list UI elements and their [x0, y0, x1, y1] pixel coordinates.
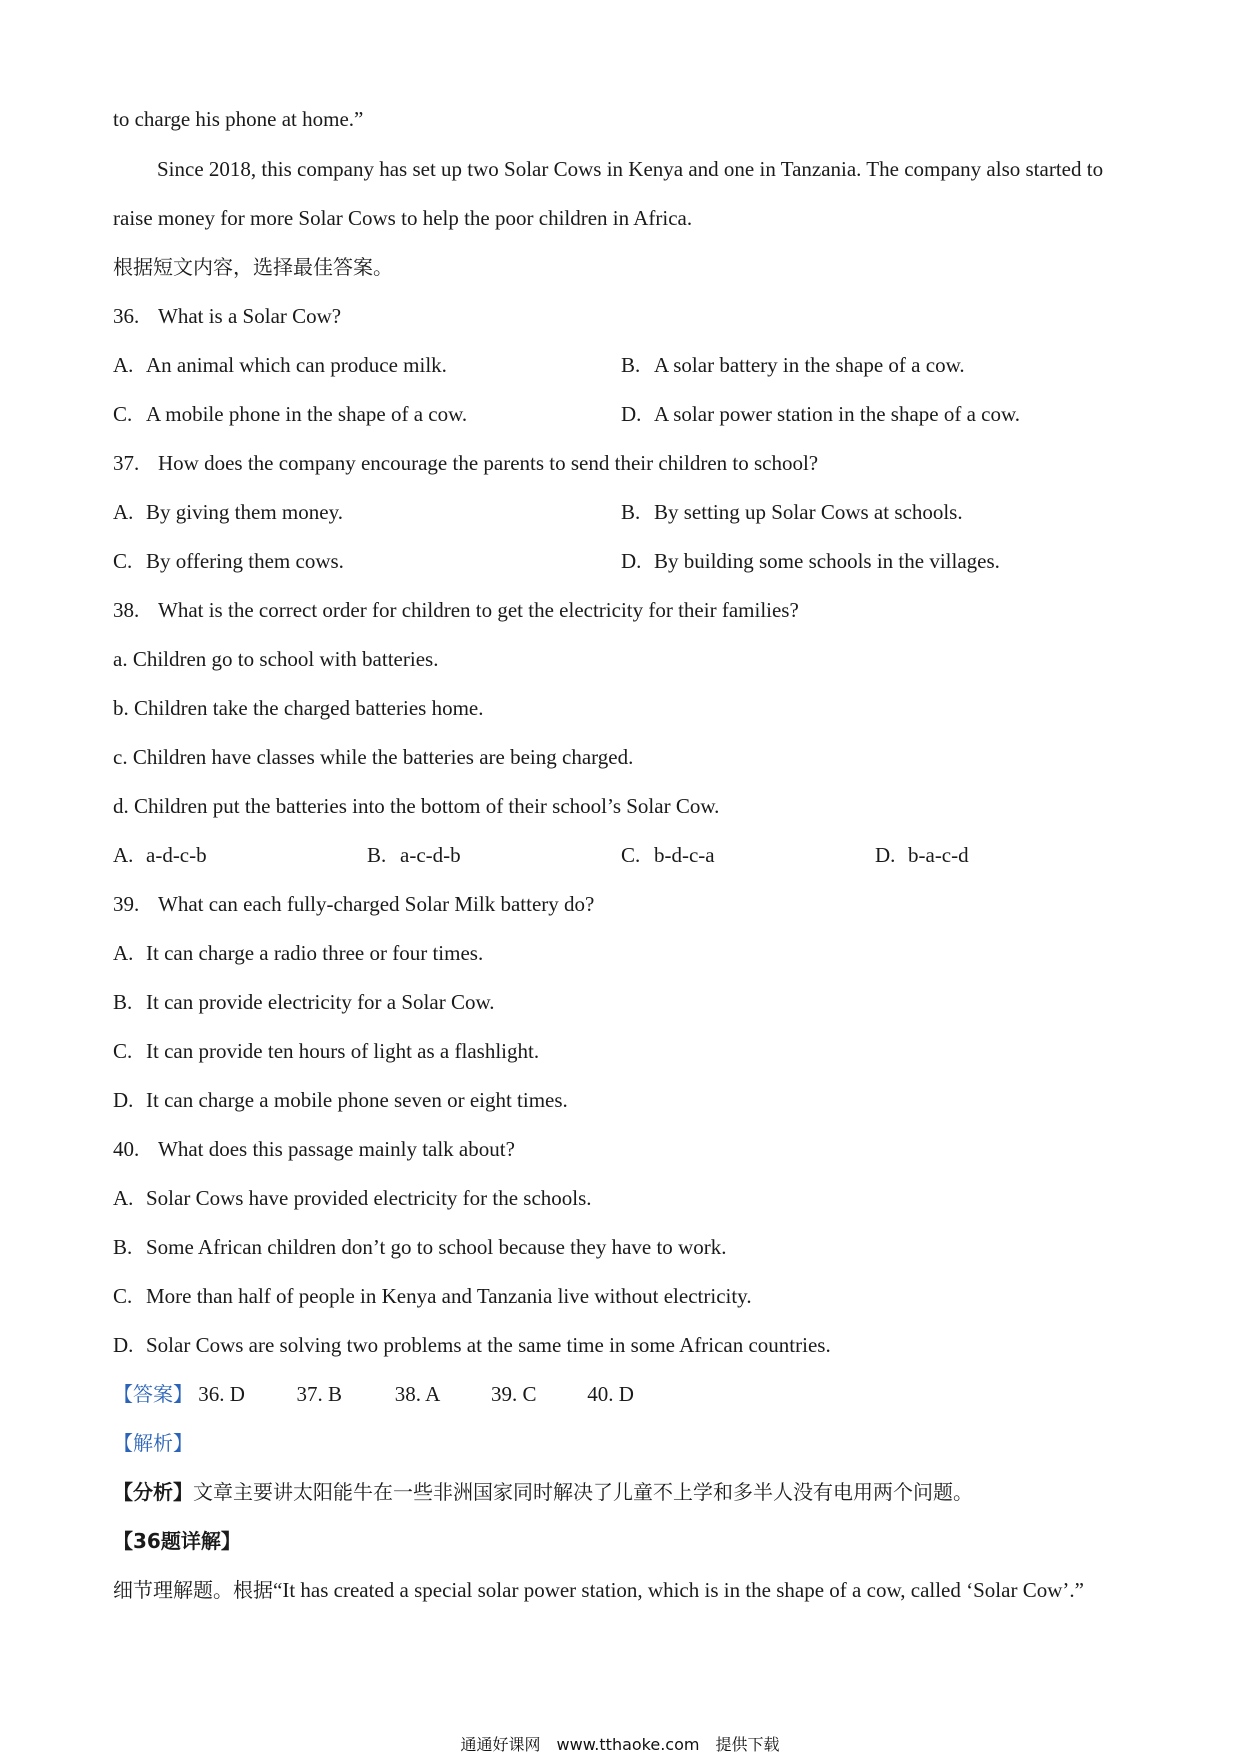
q38-step-b: b. Children take the charged batteries home.	[113, 696, 484, 720]
question-number: 39.	[113, 892, 140, 916]
q40-option-d[interactable]: D. Solar Cows are solving two problems at the same time in some African countries.	[113, 1333, 831, 1357]
q38-step-a: a. Children go to school with batteries.	[113, 647, 439, 671]
question-number: 40.	[113, 1137, 140, 1161]
q36-option-d[interactable]: D. A solar power station in the shape of a cow.	[621, 402, 1021, 426]
passage-line-2: Since 2018, this company has set up two Solar Cows in Kenya and one in Tanzania. The company also started to	[157, 157, 1104, 181]
answer-39: 39. C	[491, 1382, 537, 1406]
answer-36: 36. D	[198, 1382, 245, 1406]
question-38	[113, 597, 799, 623]
q39-option-c[interactable]: C. It can provide ten hours of light as a flashlight.	[113, 1039, 540, 1063]
detail-text	[113, 1577, 1084, 1603]
q36-option-c[interactable]: C. A mobile phone in the shape of a cow.	[113, 402, 468, 426]
question-number: 37.	[113, 451, 140, 475]
analysis-summary	[113, 1479, 973, 1505]
answer-38: 38. A	[394, 1382, 441, 1406]
question-text: What does this passage mainly talk about?	[158, 1137, 515, 1161]
question-37	[113, 450, 818, 476]
analysis-label: 【解析】	[113, 1431, 193, 1455]
question-number: 38.	[113, 598, 140, 622]
detail-quote: “It has created a special solar power station, which is in the shape of a cow, called ‘Solar Cow’.”	[273, 1578, 1084, 1602]
q39-option-b[interactable]: B. It can provide electricity for a Solar Cow.	[113, 990, 495, 1014]
passage-line-1: to charge his phone at home.”	[113, 107, 364, 131]
instruction: 根据短文内容，选择最佳答案。	[113, 255, 393, 279]
q38-option-b[interactable]: B. a-c-d-b	[367, 843, 461, 867]
summary-label: 【分析】	[113, 1480, 193, 1504]
answer-label: 【答案】	[113, 1382, 193, 1406]
answer-row	[113, 1381, 667, 1407]
q40-option-c[interactable]: C. More than half of people in Kenya and Tanzania live without electricity.	[113, 1284, 752, 1308]
summary-text: 文章主要讲太阳能牛在一些非洲国家同时解决了儿童不上学和多半人没有电用两个问题。	[193, 1480, 973, 1504]
question-40	[113, 1136, 515, 1162]
q37-option-a[interactable]: A. By giving them money.	[113, 500, 343, 524]
question-text: How does the company encourage the parents to send their children to school?	[158, 451, 819, 475]
q40-option-b[interactable]: B. Some African children don’t go to school because they have to work.	[113, 1235, 727, 1259]
q38-option-d[interactable]: D. b-a-c-d	[875, 843, 969, 867]
passage-line-3: raise money for more Solar Cows to help the poor children in Africa.	[113, 206, 693, 230]
q36-option-b[interactable]: B. A solar battery in the shape of a cow.	[621, 353, 965, 377]
answer-40: 40. D	[587, 1382, 634, 1406]
detail-label: 【36题详解】	[113, 1529, 241, 1553]
detail-prefix: 细节理解题。根据	[113, 1578, 273, 1602]
q38-step-d: d. Children put the batteries into the bottom of their school’s Solar Cow.	[113, 794, 720, 818]
question-text: What can each fully-charged Solar Milk battery do?	[158, 892, 595, 916]
question-number: 36.	[113, 304, 140, 328]
q37-option-c[interactable]: C. By offering them cows.	[113, 549, 344, 573]
question-36	[113, 303, 341, 329]
q40-option-a[interactable]: A. Solar Cows have provided electricity for the schools.	[113, 1186, 592, 1210]
q38-option-c[interactable]: C. b-d-c-a	[621, 843, 715, 867]
q37-option-b[interactable]: B. By setting up Solar Cows at schools.	[621, 500, 963, 524]
question-39	[113, 891, 594, 917]
q38-step-c: c. Children have classes while the batteries are being charged.	[113, 745, 634, 769]
answer-37: 37. B	[296, 1382, 343, 1406]
question-text: What is the correct order for children to get the electricity for their families?	[158, 598, 799, 622]
q36-option-a[interactable]: A. An animal which can produce milk.	[113, 353, 447, 377]
page-footer: 通通好课网 www.tthaoke.com 提供下载	[460, 1735, 780, 1754]
q39-option-a[interactable]: A. It can charge a radio three or four times.	[113, 941, 484, 965]
q39-option-d[interactable]: D. It can charge a mobile phone seven or eight times.	[113, 1088, 568, 1112]
question-text: What is a Solar Cow?	[158, 304, 342, 328]
q37-option-d[interactable]: D. By building some schools in the villages.	[621, 549, 1000, 573]
q38-option-a[interactable]: A. a-d-c-b	[113, 843, 207, 867]
